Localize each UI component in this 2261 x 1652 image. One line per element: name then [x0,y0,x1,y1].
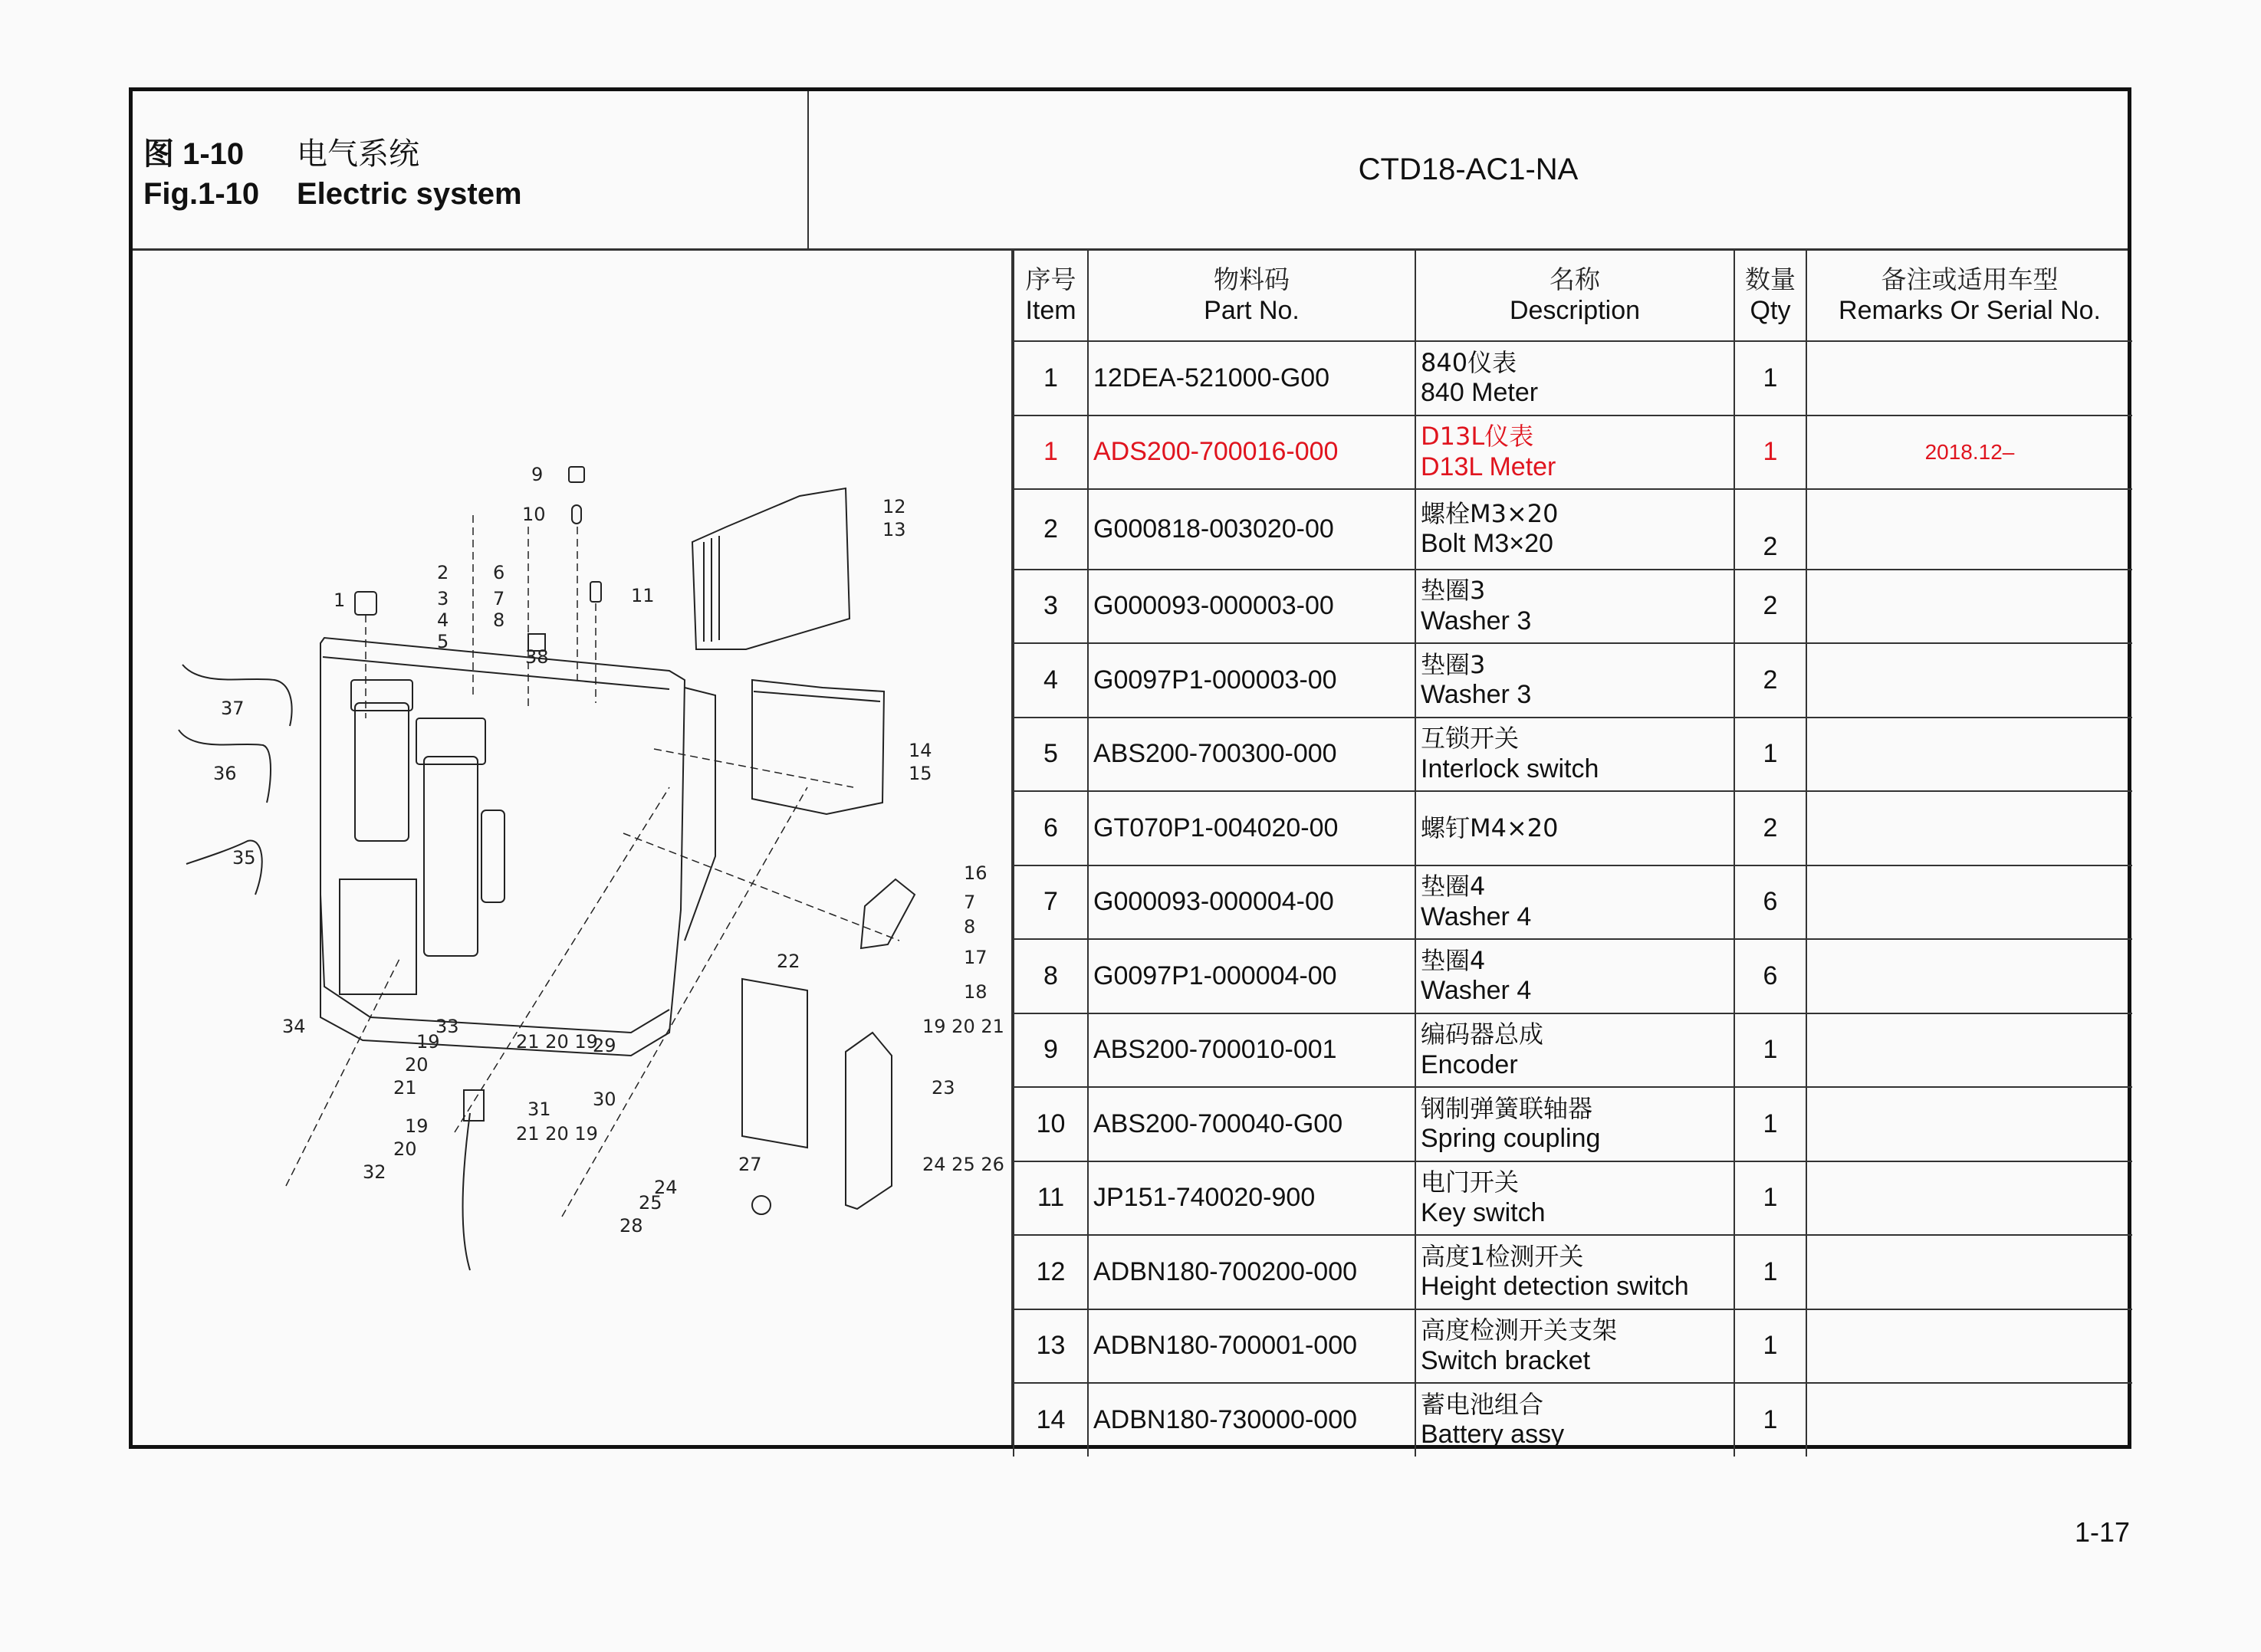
callout-30: 30 [593,1089,616,1110]
cell-qty: 1 [1734,1087,1806,1161]
cell-description: 螺栓M3×20 Bolt M3×20 [1415,489,1734,570]
electric-system-drawing [133,251,1011,1447]
meter-shape [355,592,376,615]
callout-27: 27 [738,1154,762,1175]
callout-16: 16 [964,862,988,884]
callout-37: 37 [221,698,245,719]
figure-number-cn: 图 1-10 [143,137,245,171]
callout-19-20-21: 19 20 21 [922,1016,1004,1037]
cell-description: 电门开关 Key switch [1415,1161,1734,1236]
table-row [1014,341,2132,415]
cell-part-no: ABS200-700040-G00 [1088,1087,1415,1161]
cell-part-no: ABS200-700300-000 [1088,718,1415,792]
cell-qty: 1 [1734,1235,1806,1309]
cell-qty: 1 [1734,341,1806,415]
cell-item: 6 [1014,791,1088,865]
cell-qty: 2 [1734,570,1806,644]
callout-29: 29 [593,1035,616,1056]
cell-item: 13 [1014,1309,1088,1384]
cell-remarks [1806,1161,2132,1236]
cell-remarks: 2018.12– [1806,415,2132,490]
cell-qty: 1 [1734,1309,1806,1384]
cell-part-no: ADBN180-730000-000 [1088,1383,1415,1457]
model-number: CTD18-AC1-NA [809,91,2128,251]
cell-item: 1 [1014,415,1088,490]
table-row [1014,865,2132,940]
callout-23: 23 [932,1077,955,1099]
callout-4: 4 [437,609,449,631]
table-row [1014,1087,2132,1161]
callout-21-20-19-bot: 21 20 19 [516,1123,598,1145]
document-frame [129,87,2131,1449]
cell-remarks [1806,1235,2132,1309]
cell-description: 垫圈4 Washer 4 [1415,865,1734,940]
cell-remarks [1806,718,2132,792]
cell-item: 2 [1014,489,1088,570]
cell-description: 蓄电池组合 Battery assy [1415,1383,1734,1457]
table-row [1014,1309,2132,1384]
callout-1: 1 [334,590,346,611]
cell-qty: 1 [1734,1013,1806,1088]
callout-19: 19 [416,1031,440,1053]
callout-3: 3 [437,588,449,609]
cell-description: 840仪表 840 Meter [1415,341,1734,415]
motor-shape [355,703,409,841]
table-row [1014,1383,2132,1457]
cell-description: 编码器总成 Encoder [1415,1013,1734,1088]
cell-item: 4 [1014,643,1088,718]
callout-18: 18 [964,981,988,1003]
cell-part-no: JP151-740020-900 [1088,1161,1415,1236]
figure-title-cn [143,130,419,173]
cell-item: 10 [1014,1087,1088,1161]
callout-24: 24 [654,1177,678,1198]
cell-qty: 1 [1734,1161,1806,1236]
cell-description: 螺钉M4×20 [1415,791,1734,865]
cell-item: 12 [1014,1235,1088,1309]
cell-item: 8 [1014,939,1088,1013]
cell-description: 垫圈4 Washer 4 [1415,939,1734,1013]
callout-14: 14 [909,740,932,761]
callout-28: 28 [619,1215,643,1237]
cell-item: 5 [1014,718,1088,792]
buzzer-shape [752,1196,771,1214]
column-header-description: 名称 Description [1415,251,1734,341]
callout-11: 11 [631,585,655,606]
parts-table [1013,251,2132,1457]
figure-name-en: Electric system [297,177,522,211]
cell-remarks [1806,939,2132,1013]
callout-32: 32 [363,1161,386,1183]
callout-20: 20 [405,1054,429,1076]
cell-qty: 2 [1734,791,1806,865]
pump-cylinder-shape [424,757,478,956]
cell-item: 7 [1014,865,1088,940]
callout-15: 15 [909,763,932,784]
cell-part-no: GT070P1-004020-00 [1088,791,1415,865]
cell-qty: 6 [1734,865,1806,940]
cell-qty: 1 [1734,415,1806,490]
cell-remarks [1806,1087,2132,1161]
callout-20c: 20 [393,1138,417,1160]
cell-part-no: ADS200-700016-000 [1088,415,1415,490]
callout-7b: 7 [964,892,976,913]
callout-25: 25 [639,1192,662,1214]
cell-part-no: G000818-003020-00 [1088,489,1415,570]
callout-19c: 19 [405,1115,429,1137]
controller-shape [846,1033,892,1209]
table-header-row [1014,251,2132,341]
cell-part-no: G000093-000004-00 [1088,865,1415,940]
switch-bracket-shape [692,488,850,649]
side-plate-shape [742,979,807,1148]
callout-22: 22 [777,951,800,972]
table-row-highlighted [1014,415,2132,490]
cell-qty: 2 [1734,643,1806,718]
cell-description: 垫圈3 Washer 3 [1415,643,1734,718]
cell-remarks [1806,341,2132,415]
table-row [1014,1013,2132,1088]
cell-description: 垫圈3 Washer 3 [1415,570,1734,644]
cell-item: 3 [1014,570,1088,644]
figure-name-cn: 电气系统 [297,136,419,172]
cell-description: 互锁开关 Interlock switch [1415,718,1734,792]
cell-qty: 1 [1734,718,1806,792]
cell-remarks [1806,1013,2132,1088]
callout-5: 5 [437,631,449,652]
exploded-diagram [133,251,1013,1445]
connector-shape [464,1090,484,1121]
callout-34: 34 [282,1016,306,1037]
chassis-outline [320,638,685,1056]
callout-8b: 8 [964,916,976,938]
cell-part-no: ADBN180-700200-000 [1088,1235,1415,1309]
cell-remarks [1806,791,2132,865]
callout-2: 2 [437,562,449,583]
cell-description: 高度检测开关支架 Switch bracket [1415,1309,1734,1384]
table-row [1014,718,2132,792]
callout-9: 9 [531,464,544,485]
cell-description: D13L仪表 D13L Meter [1415,415,1734,490]
cell-part-no: 12DEA-521000-G00 [1088,341,1415,415]
key-switch-shape [590,582,601,602]
cell-item: 14 [1014,1383,1088,1457]
cell-remarks [1806,1309,2132,1384]
callout-31: 31 [527,1099,551,1120]
callout-6: 6 [493,562,505,583]
cell-remarks [1806,1383,2132,1457]
callout-7: 7 [493,588,505,609]
callout-36: 36 [213,763,237,784]
cell-item: 11 [1014,1161,1088,1236]
cell-part-no: G0097P1-000003-00 [1088,643,1415,718]
column-header-qty: 数量 Qty [1734,251,1806,341]
cell-remarks [1806,570,2132,644]
cell-description: 钢制弹簧联轴器 Spring coupling [1415,1087,1734,1161]
table-row [1014,489,2132,570]
column-header-remarks: 备注或适用车型 Remarks Or Serial No. [1806,251,2132,341]
cell-item: 1 [1014,341,1088,415]
encoder-shape [569,467,584,482]
column-header-item: 序号 Item [1014,251,1088,341]
callout-35: 35 [232,847,256,869]
horn-shape [861,879,915,948]
column-header-part-no: 物料码 Part No. [1088,251,1415,341]
callout-17: 17 [964,947,988,968]
callout-12: 12 [882,496,906,517]
callout-21: 21 [393,1077,417,1099]
table-row [1014,1161,2132,1236]
callout-21-20-19-top: 21 20 19 [516,1031,598,1053]
callout-24-25-26: 24 25 26 [922,1154,1004,1175]
callout-38: 38 [525,646,549,668]
table-row [1014,791,2132,865]
cell-part-no: ABS200-700010-001 [1088,1013,1415,1088]
cell-description: 高度1检测开关 Height detection switch [1415,1235,1734,1309]
cell-part-no: G0097P1-000004-00 [1088,939,1415,1013]
figure-title-block [133,91,809,251]
figure-number-en: Fig.1-10 [143,177,260,211]
figure-title-en [143,177,522,212]
cell-part-no: ADBN180-700001-000 [1088,1309,1415,1384]
callout-13: 13 [882,519,906,540]
table-row [1014,570,2132,644]
cell-remarks [1806,865,2132,940]
table-row [1014,939,2132,1013]
cell-remarks [1806,489,2132,570]
callout-33: 33 [435,1016,459,1037]
cell-item: 9 [1014,1013,1088,1088]
cell-qty: 2 [1734,489,1806,570]
table-row [1014,1235,2132,1309]
page-number: 1-17 [2075,1516,2131,1548]
cell-qty: 1 [1734,1383,1806,1457]
table-row [1014,643,2132,718]
callout-10: 10 [522,504,546,525]
cell-remarks [1806,643,2132,718]
callout-8: 8 [493,609,505,631]
cell-qty: 6 [1734,939,1806,1013]
cell-part-no: G000093-000003-00 [1088,570,1415,644]
